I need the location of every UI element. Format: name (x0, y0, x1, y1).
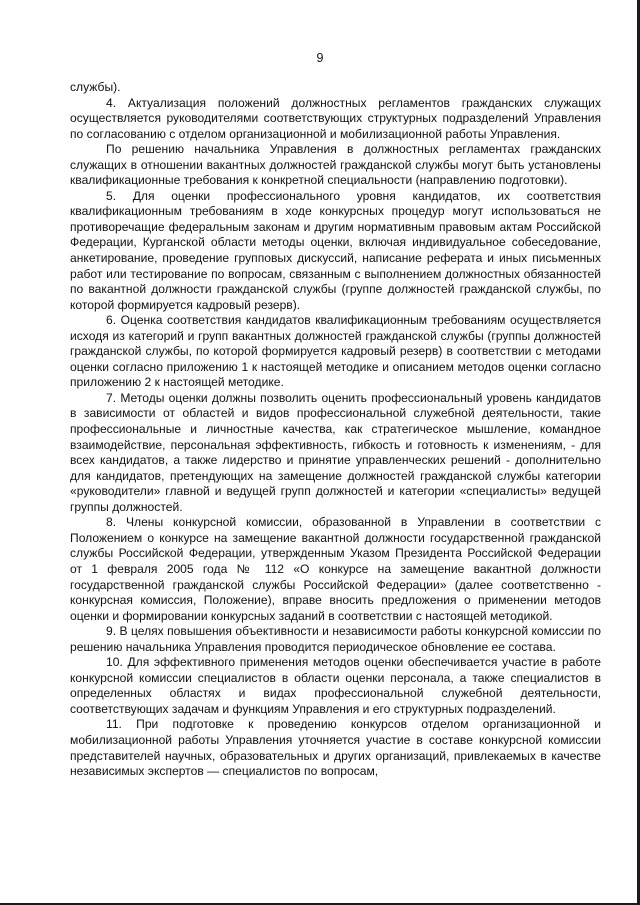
paragraph-item-6: 6. Оценка соответствия кандидатов квалификационным требованиям осуществляется исходя из категорий и групп вакантных должностей гражданской службы (группы должностей гражданской службы, по которой формируется кадровый резерв) в соответствии с методами оценки согласно приложению 1 к настоящей методике и описанием методов оценки согласно приложению 2 к настоящей методике. (70, 313, 601, 390)
page-number: 9 (316, 51, 324, 65)
document-body (70, 80, 601, 780)
paragraph-item-7: 7. Методы оценки должны позволить оценить профессиональный уровень кандидатов в зависимости от областей и видов профессиональной служебной деятельности, такие профессиональные и личностные качества, как стратегическое мышление, командное взаимодействие, персональная эффективность, гибкость и готовность к изменениям, - для всех кандидатов, а также лидерство и принятие управленческих решений - дополнительно для кандидатов, претендующих на замещение должностей гражданской службы категории «руководители» главной и ведущей групп должностей и категории «специалисты» ведущей группы должностей. (70, 390, 601, 514)
paragraph-item-11: 11. При подготовке к проведению конкурсов отделом организационной и мобилизационной работы Управления уточняется участие в составе конкурсной комиссии представителей научных, образовательных и других организаций, привлекаемых в качестве независимых экспертов — специалистов по вопросам, (70, 717, 601, 779)
paragraph-decision: По решению начальника Управления в должностных регламентах гражданских служащих в отношении вакантных должностей гражданской службы могут быть установлены квалификационные требования к конкретной специальности (направлению подготовки). (70, 142, 601, 188)
paragraph-item-5: 5. Для оценки профессионального уровня кандидатов, их соответствия квалификационным требованиям в ходе конкурсных процедур могут использоваться не противоречащие федеральным законам и другим нормативным правовым актам Российской Федерации, Курганской области методы оценки, включая индивидуальное собеседование, анкетирование, проведение групповых дискуссий, написание реферата и иных письменных работ или тестирование по вопросам, связанным с выполнением должностных обязанностей по вакантной должности гражданской службы (группе должностей гражданской службы, по которой формируется кадровый резерв). (70, 188, 601, 312)
paragraph-item-4: 4. Актуализация положений должностных регламентов гражданских служащих осуществляется руководителями соответствующих структурных подразделений Управления по согласованию с отделом организационной и мобилизационной работы Управления. (70, 95, 601, 141)
paragraph-item-8: 8. Члены конкурсной комиссии, образованной в Управлении в соответствии с Положением о конкурсе на замещение вакантной должности государственной гражданской службы Российской Федерации, утвержденным Указом Президента Российской Федерации от 1 февраля 2005 года № 112 «О конкурсе на замещение вакантной должности государственной гражданской службы Российской Федерации» (далее соответственно - конкурсная комиссия, Положение), вправе вносить предложения о применении методов оценки и формировании конкурсных заданий в соответствии с настоящей методикой. (70, 515, 601, 623)
paragraph-item-9: 9. В целях повышения объективности и независимости работы конкурсной комиссии по решению начальника Управления проводится периодическое обновление ее состава. (70, 624, 601, 654)
paragraph-item-10: 10. Для эффективного применения методов оценки обеспечивается участие в работе конкурсной комиссии специалистов в области оценки персонала, а также специалистов в определенных областях и видах профессиональной служебной деятельности, соответствующих задачам и функциям Управления и его структурных подразделений. (70, 655, 601, 716)
paragraph-continuation: службы). (70, 80, 121, 94)
